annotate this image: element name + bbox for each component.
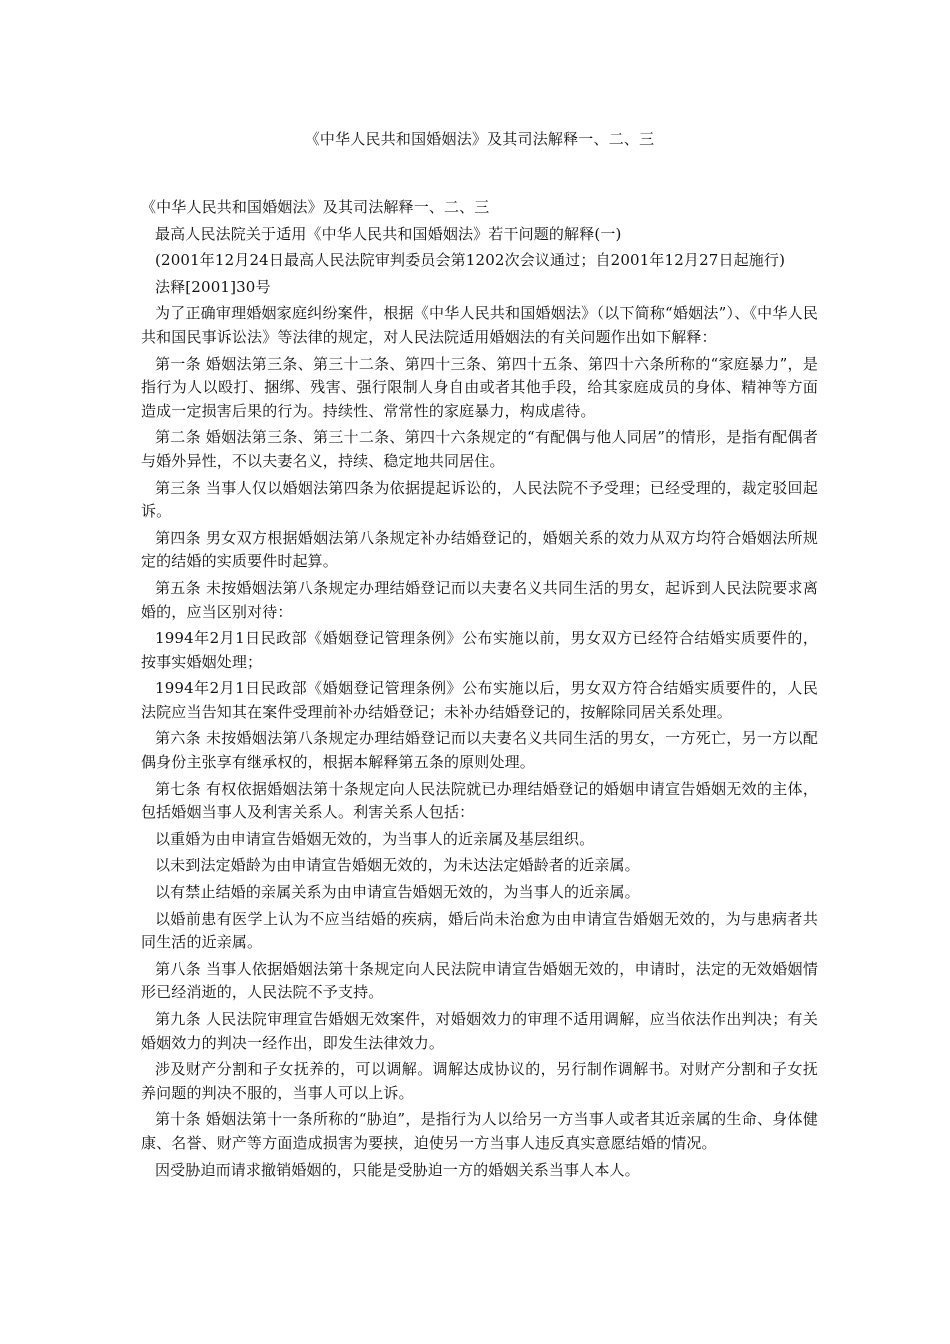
paragraph-article-5-item-2: 1994年2月1日民政部《婚姻登记管理条例》公布实施以后，男女双方符合结婚实质要件的，人民法院应当告知其在案件受理前补办结婚登记；未补办结婚登记的，按解除同居关系处理。: [141, 679, 818, 721]
paragraph-article-7-item-1: 以重婚为由申请宣告婚姻无效的，为当事人的近亲属及基层组织。: [155, 829, 595, 848]
document-title: 《中华人民共和国婚姻法》及其司法解释一、二、三: [304, 130, 655, 148]
paragraph-adoption-note: (2001年12月24日最高人民法院审判委员会第1202次会议通过；自2001年12月27日起施行): [155, 251, 786, 270]
document-body: [141, 196, 818, 1182]
paragraph-article-7-item-3: 以有禁止结婚的亲属关系为由申请宣告婚姻无效的，为当事人的近亲属。: [155, 883, 640, 902]
paragraph-article-10: 第十条 婚姻法第十一条所称的“胁迫”，是指行为人以给另一方当事人或者其近亲属的生命、身体健康、名誉、财产等方面造成损害为要挟，迫使另一方当事人违反真实意愿结婚的情况。: [141, 1110, 818, 1152]
paragraph-article-7-item-2: 以未到法定婚龄为由申请宣告婚姻无效的，为未达法定婚龄者的近亲属。: [155, 856, 640, 875]
paragraph-article-9: 第九条 人民法院审理宣告婚姻无效案件，对婚姻效力的审理不适用调解，应当依法作出判决；有关婚姻效力的判决一经作出，即发生法律效力。: [141, 1010, 818, 1052]
paragraph-article-3: 第三条 当事人仅以婚姻法第四条为依据提起诉讼的，人民法院不予受理；已经受理的，裁定驳回起诉。: [141, 478, 818, 521]
paragraph-article-2: 第二条 婚姻法第三条、第三十二条、第四十六条规定的“有配偶与他人同居”的情形，是指有配偶者与婚外异性，不以夫妻名义，持续、稳定地共同居住。: [141, 428, 818, 470]
paragraph-heading: 《中华人民共和国婚姻法》及其司法解释一、二、三: [141, 198, 490, 216]
paragraph-article-8: 第八条 当事人依据婚姻法第十条规定向人民法院申请宣告婚姻无效的，申请时，法定的无效婚姻情形已经消逝的，人民法院不予支持。: [141, 959, 818, 1002]
paragraph-article-5-item-1: 1994年2月1日民政部《婚姻登记管理条例》公布实施以前，男女双方已经符合结婚实质要件的，按事实婚姻处理；: [141, 629, 818, 671]
paragraph-article-7-item-4: 以婚前患有医学上认为不应当结婚的疾病，婚后尚未治愈为由申请宣告婚姻无效的，为与患病者共同生活的近亲属。: [141, 909, 818, 952]
paragraph-article-10-item-1: 因受胁迫而请求撤销婚姻的，只能是受胁迫一方的婚姻关系当事人本人。: [155, 1160, 640, 1179]
paragraph-article-1: 第一条 婚姻法第三条、第三十二条、第四十三条、第四十五条、第四十六条所称的“家庭暴力”，是指行为人以殴打、捆绑、残害、强行限制人身自由或者其他手段，给其家庭成员的身体、精神等方面造成一定损害后果的行为。持续性、常常性的家庭暴力，构成虐待。: [141, 354, 818, 420]
paragraph-document-number: 法释[2001]30号: [155, 277, 271, 296]
paragraph-article-9-item-1: 涉及财产分割和子女抚养的，可以调解。调解达成协议的，另行制作调解书。对财产分割和子女抚养问题的判决不服的，当事人可以上诉。: [141, 1060, 818, 1102]
paragraph-article-6: 第六条 未按婚姻法第八条规定办理结婚登记而以夫妻名义共同生活的男女，一方死亡，另一方以配偶身份主张享有继承权的，根据本解释第五条的原则处理。: [141, 729, 818, 772]
paragraph-article-7: 第七条 有权依据婚姻法第十条规定向人民法院就已办理结婚登记的婚姻申请宣告婚姻无效的主体，包括婚姻当事人及利害关系人。利害关系人包括：: [141, 779, 818, 822]
paragraph-article-4: 第四条 男女双方根据婚姻法第八条规定补办结婚登记的，婚姻关系的效力从双方均符合婚姻法所规定的结婚的实质要件时起算。: [141, 528, 818, 571]
paragraph-preamble: 为了正确审理婚姻家庭纠纷案件，根据《中华人民共和国婚姻法》（以下简称“婚姻法”）、《中华人民共和国民事诉讼法》等法律的规定，对人民法院适用婚姻法的有关问题作出如下解释：: [141, 304, 818, 346]
paragraph-interpretation-title: 最高人民法院关于适用《中华人民共和国婚姻法》若干问题的解释(一): [155, 224, 622, 243]
paragraph-article-5: 第五条 未按婚姻法第八条规定办理结婚登记而以夫妻名义共同生活的男女，起诉到人民法院要求离婚的，应当区别对待：: [141, 578, 818, 621]
